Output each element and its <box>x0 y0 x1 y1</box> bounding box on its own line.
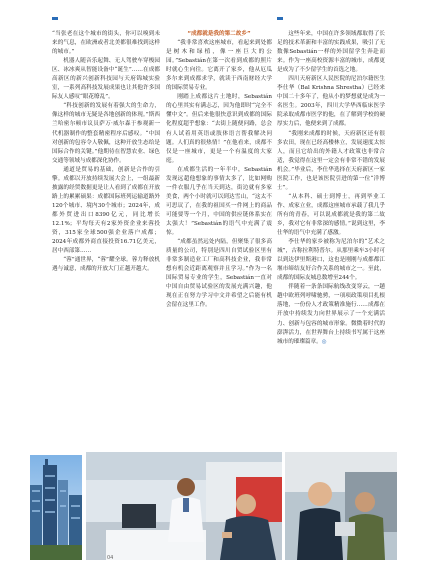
hospital-scene-illustration <box>86 452 282 560</box>
event-scene-illustration <box>285 452 397 560</box>
skyline-illustration <box>30 455 82 560</box>
column-accent-bar <box>277 17 283 20</box>
photo-outdoor-event <box>285 452 397 560</box>
article-column-2 <box>166 30 272 310</box>
paragraph: 刚踏上成都这片土地时，Sebastián的心里其实有满忐忑，因为他即时“完全不懂中文”。但后来他很快意识到成都的国际化程度超乎想象：“去街上随便问路，总会有人试着用英语或肢体语言帮我解决问题。人们真的很热情！”在他看来，成都不仅是一座城市，更是一个有温度的大家庭。 <box>166 94 272 164</box>
paragraph: 这些年来，中国在许多领域都取得了长足的技术革新和丰富的实践成果，吸引了无数像Sebastián一样的外国留学生奔赴而来。作为一座高校资源丰富的城市，成都更是成为了不少留学生的首选之地。 <box>277 31 385 74</box>
page-number: 04 <box>107 555 114 561</box>
paragraph <box>277 283 385 346</box>
paragraph: 四川天府新区人民医院的尼泊尔籍医生李仕华（Bal Krishna Shrestha）已经来中国二十多年了，他从小的梦想就是成为一名医生。2003年，四川大学华西临床医学院录取成都市医学的他，在了解到学校的硬厚实力后，他便来到了成都。 <box>277 76 385 128</box>
paragraph-text: 伴随着一条条国际航线改变穿云，一趟趟中欧班列呼啸驰骋，一项项政策项目扎根落地，一份份人才政策精准施行……成都在开放中持续发力向世界展示了一个充满活力、创新与包容的城市形象。微微着时代的澎湃活力，在世界舞台上持续书写属于这座城市的璀璨篇章。 <box>277 284 385 345</box>
paragraph: “当张老在这个城市的街头，你可以嗅到未来的气息，在欧洲或者北美都很难找到这样的城市。” <box>52 31 160 56</box>
paragraph: 李仕华的家乡被称为尼泊尔的“艺术之城”，古称拉利特普尔。从那里乘车3小时可以到达伊里斯港口，这也是刚刚与成都都江堰市缔结友好合作关系的城市之一。至此，成都的国际友城总数增至244个。 <box>277 239 385 282</box>
column-accent-bar <box>52 17 58 20</box>
end-mark: ◎ <box>321 338 327 345</box>
paragraph: “蓉”通世界，“蓉”耀全球。蓉力释放机遇与诚意，成都的开放大门正越开越大。 <box>52 257 160 273</box>
photo-city-skyline <box>30 455 82 560</box>
paragraph: 通道是贸易的基础，创新是合作的引擎。成都以开放持续发展大会上，一组最新披露的经贸数据更是让人看到了成都在开放路上的累累硕果：成都国际班列运输道路外120个城市、境内30个城市；2024年，成都外贸进出口8390亿元，同比增长12.1%；平均每天有2家外资企业来蓉投资，315家全球500强企业落户成都；2024年成都外商直接投资16.71亿美元，居中西部第…… <box>52 166 160 255</box>
paragraph: 机器人随音乐起舞、无人驾驶车穿梭园区、冰冰爽从智能设备中“诞生”……在成都高新区的新兴创新科技园与天府锦城实验室，一系列高科技发展成果也让其他许多国际友人感叹“眼花缭乱”。 <box>52 58 160 101</box>
article-column-1 <box>52 30 160 274</box>
photo-doctor-with-patient <box>86 452 282 560</box>
paragraph: “科技创新的发展有着强大的生命力，像这样的城市无疑是各地创新的体现。”斯西兰哈密尔顿市议员萨万·威尔森于参观新一代机器制作的整套精密程序后感叹。“中国对创新的包容令人敬佩，这种开放生态给是国际合作的关键。”他期待在智慧农业、绿色交通等领域与成都深化协作。 <box>52 103 160 164</box>
paragraph: “从本科、硕士到博士，再到毕业工作、成家立业，成都这座城市承载了我几乎所有的青春，可以说成都就是我的第二故乡，我对它有非常深的感情。”说到这里，李仕华的语气中充满了感激。 <box>277 193 385 237</box>
article-column-3 <box>277 30 385 347</box>
paragraph: “我刚来成都的时候，天府新区还有很多农田，现在已经高楼林立，发展速度太惊人，而且它给出的外籍人才政策也非常合适，我觉得在这里一定会有非常不错的发展机会。”毕业后，李仕华选择在天府新区一家医院工作，也是该医院引进的第一位“洋博士”。 <box>277 130 385 191</box>
section-heading: “成都就是我的第二故乡” <box>187 31 251 37</box>
paragraph: “我非常喜欢这座城市，看起来到处都是树木和绿植，像一座巨大的公园。”Sebastián在第一次看到成都的照片时就心生向往。它离开了家乡，他从厄瓜多尔来到成都求学，就读于西南财经大学的国际贸易专业。 <box>166 40 272 92</box>
paragraph: “成都虽然远处内陆，但聚集了很多高质量的公司，特别是四川自贸试验区里有非常多制造业工厂和高科技企业，我非常想有机会近距离观察并且学习。”作为一名国际贸易专业的学生，Sebastián一直对中国自由贸易试验区的发展充满兴趣，他现在正在努力学习中文并希望之后能有机会留在这里工作。 <box>166 239 272 309</box>
paragraph: 在成都生活的一年半中，Sebastián发现远超他想象的事情太多了，比如网购一件衣服几乎在当天到达，街边就有多家美食，两个小时就可以到达雪山，“这太不可思议了，在我的祖国买一件网上的商品可能要等一个月，中国的供应链体系实在太强大！”Sebastián的语气中充满了震惊。 <box>166 166 272 237</box>
